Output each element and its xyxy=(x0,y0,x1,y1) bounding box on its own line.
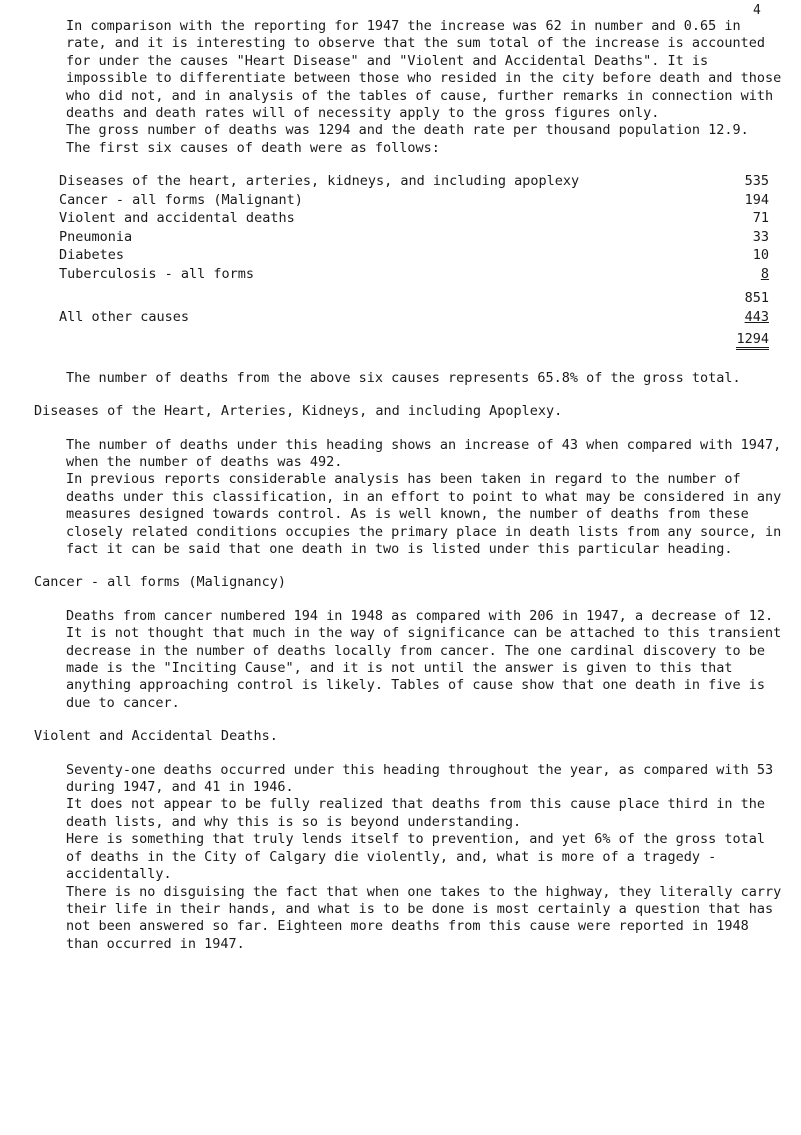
heart-paragraph-2: In previous reports considerable analysis has been taken in regard to the number of deaths under this classification, in an effort to point to what may be considered in any measures designed towards control. As is well known, the number of deaths from these closely related conditions occupies the primary place in death lists from any source, in fact it can be said that one death in two is listed under this particular heading. xyxy=(66,471,782,557)
section-heading-cancer: Cancer - all forms (Malignancy) xyxy=(34,574,286,591)
subtotal-row xyxy=(59,290,769,309)
document-body xyxy=(34,18,784,953)
causes-table xyxy=(59,173,769,350)
cause-label: Violent and accidental deaths xyxy=(59,210,295,227)
heart-paragraph-1: The number of deaths under this heading shows an increase of 43 when compared with 1947, when the number of deaths was 492. xyxy=(66,436,782,470)
intro-paragraph-3: The first six causes of death were as follows: xyxy=(66,139,440,156)
cause-label: Tuberculosis - all forms xyxy=(59,265,255,282)
other-causes-row xyxy=(59,309,769,328)
cancer-paragraph-1: Deaths from cancer numbered 194 in 1948 as compared with 206 in 1947, a decrease of 12. It is not thought that much in the way of significance can be attached to this transient decrease in the number of deaths locally from cancer. The one cardinal discovery to be made is the "Inciting Cause", and it is not until the answer is given to this that anything approaching control is likely. Tables of cause show that one death in five is due to cancer. xyxy=(66,607,782,711)
subtotal-value: 851 xyxy=(744,290,769,307)
cause-value: 535 xyxy=(744,173,769,190)
violent-paragraph-4: There is no disguising the fact that when one takes to the highway, they literally carry their life in their hands, and what is to be done is most certainly a question that has not been answered so far. Eighteen more deaths from this cause were reported in 1948 than occurred in 1947. xyxy=(66,883,782,952)
total-row xyxy=(59,331,769,350)
other-causes-value: 443 xyxy=(744,308,769,325)
cause-row xyxy=(59,247,769,266)
violent-paragraph-1: Seventy-one deaths occurred under this heading throughout the year, as compared with 53 during 1947, and 41 in 1946. xyxy=(66,761,774,796)
cause-value: 71 xyxy=(752,210,769,227)
cause-row xyxy=(59,266,769,285)
cause-label: Cancer - all forms (Malignant) xyxy=(59,191,303,208)
other-causes-label: All other causes xyxy=(59,308,190,325)
cause-row xyxy=(59,229,769,248)
cause-value: 194 xyxy=(744,191,769,208)
cause-label: Pneumonia xyxy=(59,228,133,245)
intro-paragraph-1: In comparison with the reporting for 1947 the increase was 62 in number and 0.65 in rate, and it is interesting to observe that the sum total of the increase is accounted for under the causes "Heart Disease" and "Violent and Accidental Deaths". It is impossible to differentiate between those who resided in the city before death and those who did not, and in analysis of the tables of cause, further remarks in connection with deaths and death rates will of necessity apply to the gross figures only. xyxy=(66,18,782,122)
cause-row xyxy=(59,192,769,211)
section-heading-violent: Violent and Accidental Deaths. xyxy=(34,728,278,745)
cause-value: 10 xyxy=(752,247,769,264)
cause-label: Diabetes xyxy=(59,247,125,264)
page-number: 4 xyxy=(753,3,761,18)
cause-label: Diseases of the heart, arteries, kidneys, and including apoplexy xyxy=(59,173,580,190)
total-value: 1294 xyxy=(736,332,769,350)
violent-paragraph-2: It does not appear to be fully realized that deaths from this cause place third in the death lists, and why this is so is beyond understanding. xyxy=(66,796,765,830)
cause-row xyxy=(59,173,769,192)
summary-paragraph: The number of deaths from the above six causes represents 65.8% of the gross total. xyxy=(66,369,741,386)
section-heading-heart: Diseases of the Heart, Arteries, Kidneys, and including Apoplexy. xyxy=(34,403,563,420)
cause-value: 8 xyxy=(760,265,769,282)
cause-row xyxy=(59,210,769,229)
violent-paragraph-3: Here is something that truly lends itself to prevention, and yet 6% of the gross total of deaths in the City of Calgary die violently, and, what is more of a tragedy - accidentally. xyxy=(66,831,765,883)
intro-paragraph-2: The gross number of deaths was 1294 and the death rate per thousand population 12.9. xyxy=(66,122,749,139)
cause-value: 33 xyxy=(752,228,769,245)
